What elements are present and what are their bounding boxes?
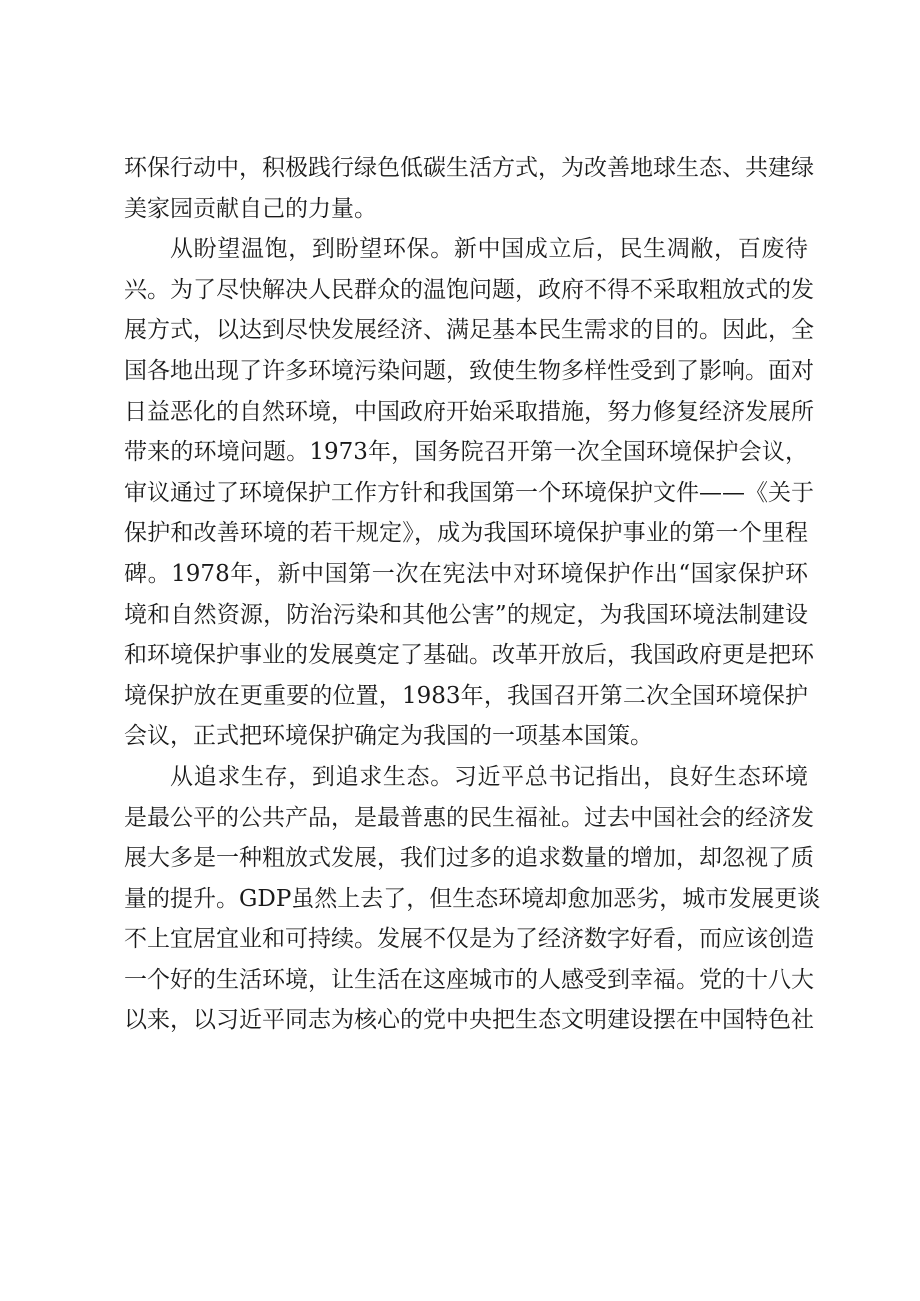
paragraph [124,148,814,229]
text-line: 保护和改善环境的若干规定》，成为我国环境保护事业的第一个里程 [124,520,808,547]
text-line: 从追求生存，到追求生态。习近平总书记指出，良好生态环境 [170,763,808,790]
text-line: 展大多是一种粗放式发展，我们过多的追求数量的增加，却忽视了质 [124,845,814,872]
text-line: 日益恶化的自然环境，中国政府开始采取措施，努力修复经济发展所 [124,398,814,425]
text-line: 和环境保护事业的发展奠定了基础。改革开放后，我国政府更是把环 [124,642,814,669]
text-line: 不上宜居宜业和可持续。发展不仅是为了经济数字好看，而应该创造 [124,926,814,953]
text-line: 展方式，以达到尽快发展经济、满足基本民生需求的目的。因此，全 [124,317,814,344]
text-line: 是最公平的公共产品，是最普惠的民生福祉。过去中国社会的经济发 [124,804,814,831]
body-text [124,148,821,1041]
text-line: 量的提升。GDP虽然上去了，但生态环境却愈加恶劣，城市发展更谈 [124,885,821,912]
text-line: 从盼望温饱，到盼望环保。新中国成立后，民生凋敝，百废待 [170,236,808,263]
paragraph [124,757,821,1041]
text-line: 环保行动中，积极践行绿色低碳生活方式，为改善地球生态、共建绿 [124,155,814,181]
paragraph [124,229,814,757]
text-line: 美家园贡献自己的力量。 [124,195,377,222]
text-line: 以来，以习近平同志为核心的党中央把生态文明建设摆在中国特色社 [124,1007,814,1034]
text-line: 境和自然资源，防治污染和其他公害”的规定，为我国环境法制建设 [124,601,808,628]
text-line: 审议通过了环境保护工作方针和我国第一个环境保护文件——《关于 [124,479,814,506]
text-line: 会议，正式把环境保护确定为我国的一项基本国策。 [124,723,653,750]
text-line: 碑。1978年，新中国第一次在宪法中对环境保护作出“国家保护环 [124,560,808,587]
text-line: 国各地出现了许多环境污染问题，致使生物多样性受到了影响。面对 [124,357,814,384]
text-line: 兴。为了尽快解决人民群众的温饱问题，政府不得不采取粗放式的发 [124,276,814,303]
text-line: 带来的环境问题。1973年，国务院召开第一次全国环境保护会议， [124,439,808,466]
text-line: 境保护放在更重要的位置，1983年，我国召开第二次全国环境保护 [124,682,808,709]
text-line: 一个好的生活环境，让生活在这座城市的人感受到幸福。党的十八大 [124,966,814,993]
